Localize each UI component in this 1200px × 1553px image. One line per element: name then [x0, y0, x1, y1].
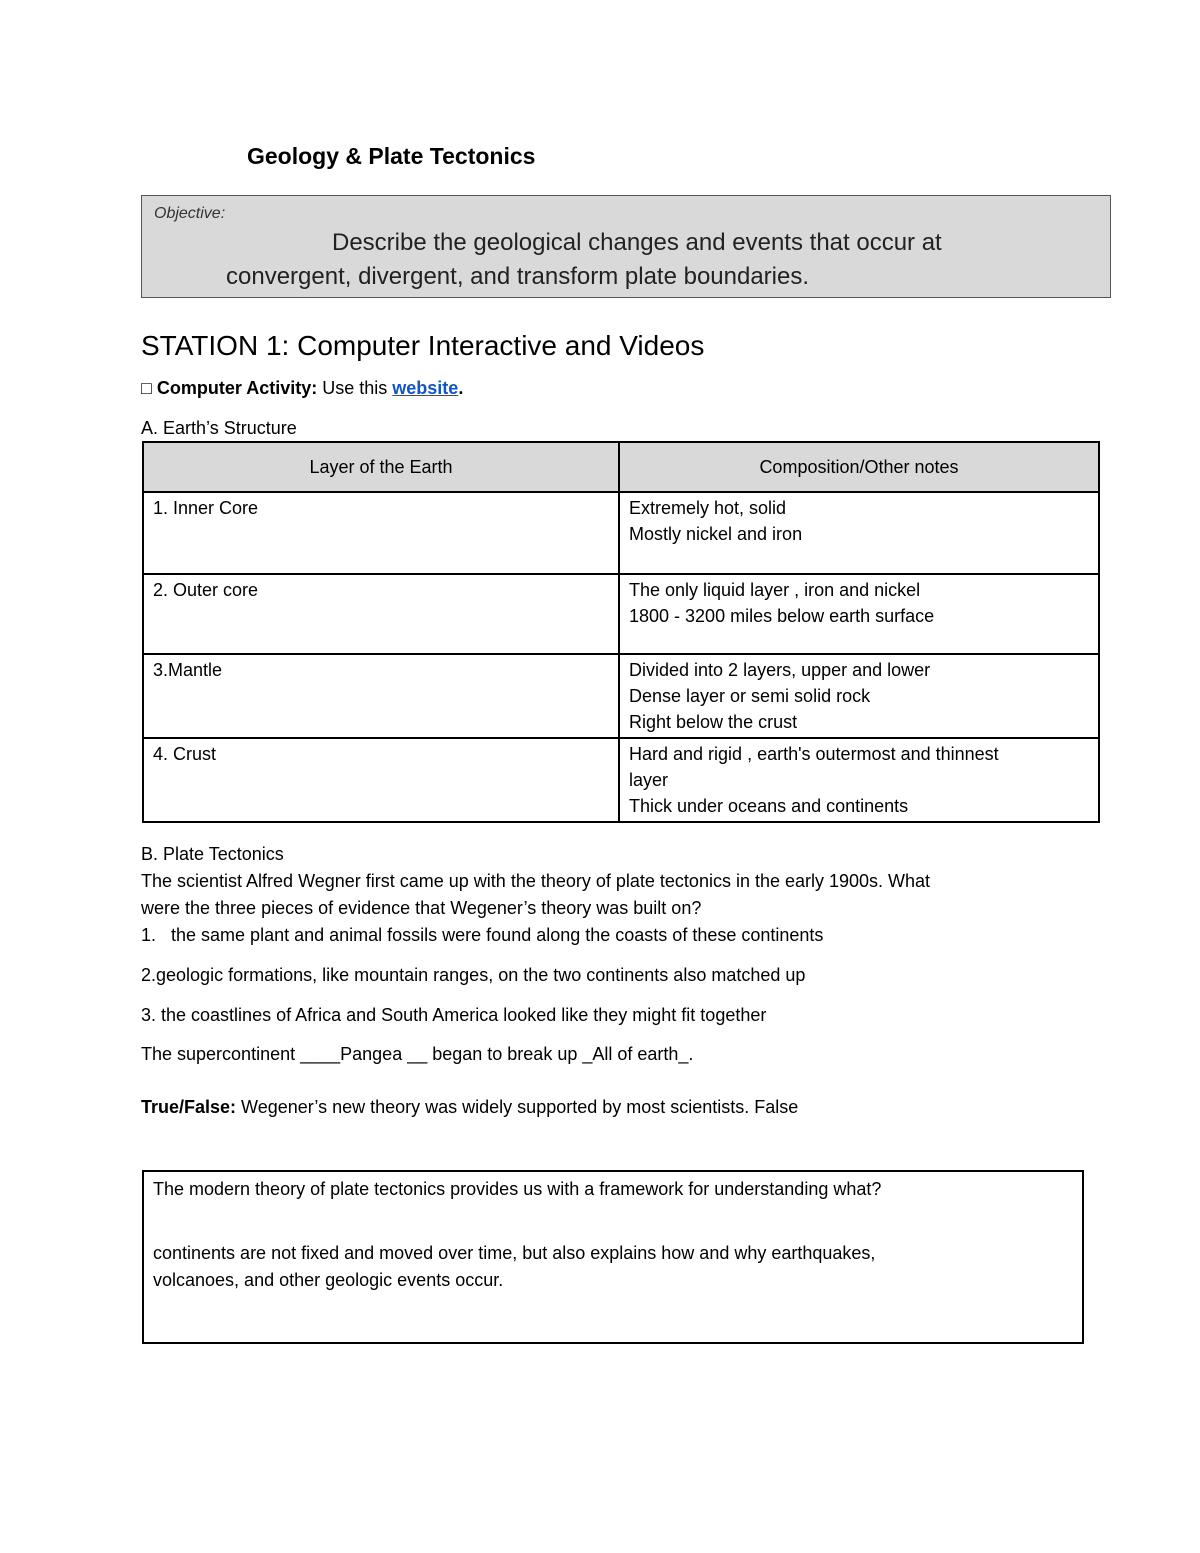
evidence-item-2: 2.geologic formations, like mountain ranges, on the two continents also matched up	[141, 965, 806, 985]
evidence-item-1: 1. the same plant and animal fossils were found along the coasts of these continents	[141, 925, 824, 945]
objective-text-line2: convergent, divergent, and transform plate boundaries.	[226, 263, 810, 290]
layer-cell: 4. Crust	[143, 738, 619, 822]
activity-prefix: Computer Activity:	[156, 378, 318, 398]
note-line: Mostly nickel and iron	[629, 524, 803, 544]
column-header-layer: Layer of the Earth	[143, 442, 619, 492]
note-line: Divided into 2 layers, upper and lower	[629, 660, 931, 680]
supercontinent-line: The supercontinent ____Pangea __ began to break up _All of earth_.	[141, 1044, 694, 1064]
section-b-question-line2: were the three pieces of evidence that Wegener’s theory was built on?	[141, 898, 702, 918]
box-answer-line2: volcanoes, and other geologic events occur.	[153, 1270, 504, 1290]
framework-answer-box	[142, 1170, 1084, 1344]
note-line: The only liquid layer , iron and nickel	[629, 580, 921, 600]
table-row	[143, 738, 1099, 822]
section-b-question-line1: The scientist Alfred Wegner first came up with the theory of plate tectonics in the early 1900s. What	[141, 871, 931, 891]
true-false-line	[141, 1094, 798, 1121]
layer-cell: 1. Inner Core	[143, 492, 619, 574]
objective-text-line1: Describe the geological changes and events that occur at	[332, 229, 942, 256]
layer-cell: 2. Outer core	[143, 574, 619, 654]
note-line: 1800 - 3200 miles below earth surface	[629, 606, 935, 626]
table-row	[143, 574, 1099, 654]
note-line: Hard and rigid , earth's outermost and thinnest	[629, 744, 999, 764]
evidence-item-3: 3. the coastlines of Africa and South America looked like they might fit together	[141, 1005, 767, 1025]
objective-label: Objective:	[154, 205, 226, 222]
objective-box	[141, 195, 1111, 298]
section-b-heading: B. Plate Tectonics	[141, 844, 284, 864]
note-line: Thick under oceans and continents	[629, 796, 909, 816]
note-line: layer	[629, 770, 669, 790]
notes-cell	[619, 738, 1099, 822]
computer-activity-line	[141, 378, 463, 399]
checkbox-icon: □	[141, 378, 152, 398]
true-false-text: Wegener’s new theory was widely supported by most scientists. False	[236, 1097, 799, 1117]
notes-cell	[619, 492, 1099, 574]
box-answer-line1: continents are not fixed and moved over time, but also explains how and why earthquakes,	[153, 1243, 876, 1263]
earth-structure-table	[142, 441, 1100, 823]
table-row	[143, 492, 1099, 574]
section-a-heading: A. Earth’s Structure	[141, 418, 297, 438]
true-false-label: True/False:	[141, 1097, 237, 1117]
box-question: The modern theory of plate tectonics provides us with a framework for understanding what?	[153, 1179, 882, 1199]
note-line: Dense layer or semi solid rock	[629, 686, 871, 706]
station-heading: STATION 1: Computer Interactive and Videos	[141, 330, 705, 361]
activity-suffix: .	[458, 378, 464, 398]
website-link[interactable]: website	[392, 378, 459, 398]
column-header-notes: Composition/Other notes	[619, 442, 1099, 492]
table-row	[143, 654, 1099, 738]
activity-text: Use this	[317, 378, 393, 398]
note-line: Right below the crust	[629, 712, 798, 732]
document-title: Geology & Plate Tectonics	[247, 143, 536, 169]
layer-cell: 3.Mantle	[143, 654, 619, 738]
notes-cell	[619, 574, 1099, 654]
note-line: Extremely hot, solid	[629, 498, 787, 518]
notes-cell	[619, 654, 1099, 738]
